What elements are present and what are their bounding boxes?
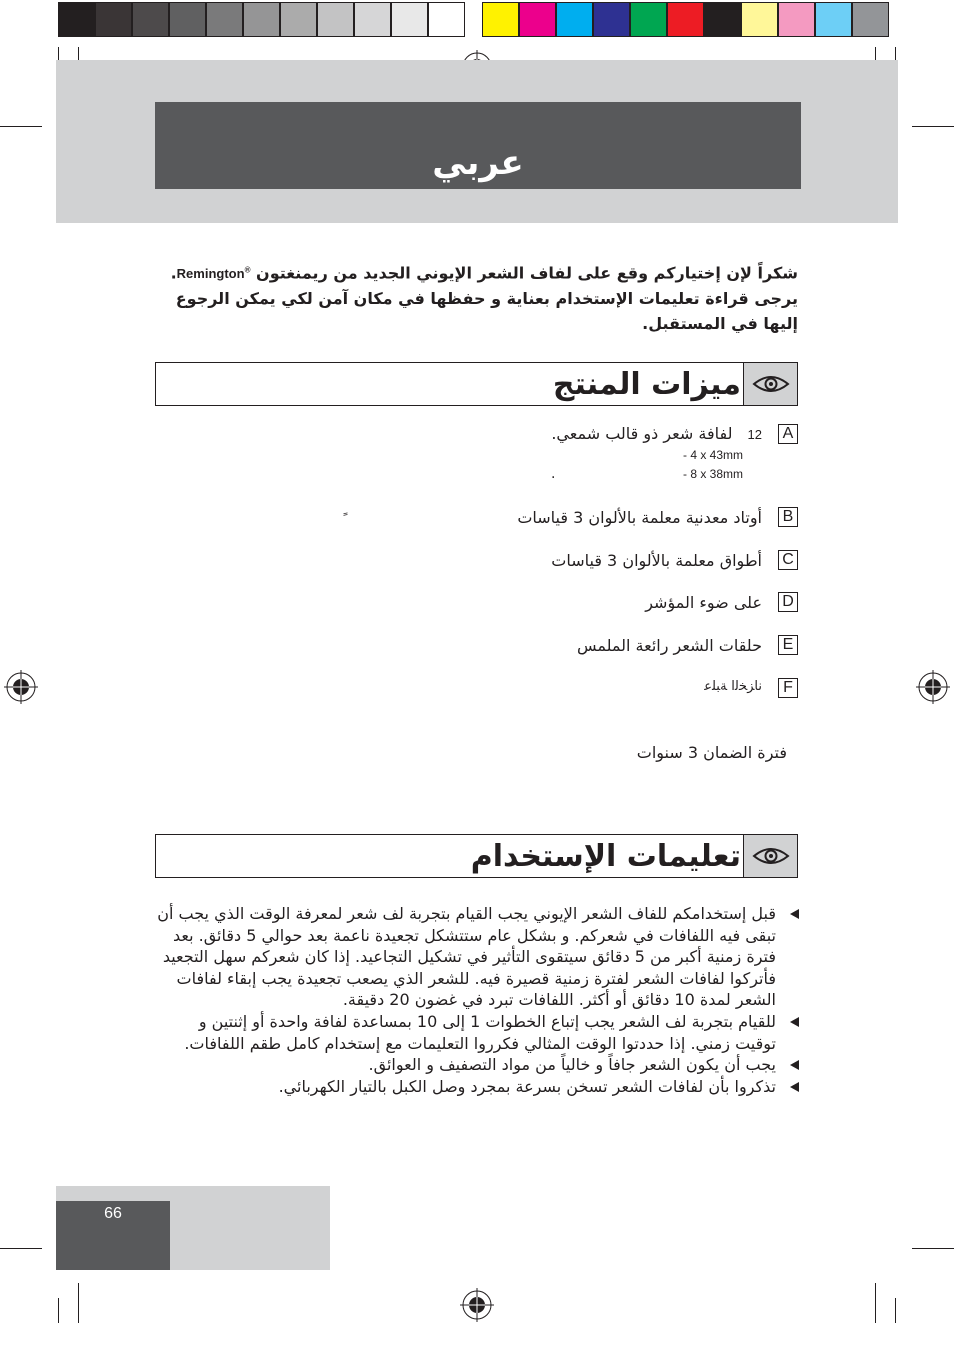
feature-letter: B: [778, 507, 798, 527]
section-title: ميزات المنتج: [552, 366, 741, 402]
calibration-swatch: [280, 2, 317, 37]
eye-icon: [752, 845, 790, 867]
feature-item: أوتاد معدنية معلمة بالألوان 3 قياسات: [517, 508, 762, 527]
registration-mark-icon: [460, 1288, 494, 1322]
stray-dot: .: [551, 466, 556, 482]
registration-mark-icon: [916, 670, 950, 704]
list-item: تذكروا بأن لفافات الشعر تسخن بسرعة بمجرد وصل الكبل بالتيار الكهربائي.: [156, 1076, 776, 1098]
intro-paragraph: شكراً لإن إختياركم وقع على لفاف الشعر الإيوني الجديد من ريمنغتون Remington®. يرجى قراءة تعليمات الإستخدام بعناية و حفظها في مكان آمن لكي يمكن الرجوع إليها في المستقبل.: [170, 263, 798, 334]
feature-letter: D: [778, 592, 798, 612]
calibration-swatch: [391, 2, 428, 37]
intro-line: شكراً لإن إختياركم وقع على لفاف الشعر الإيوني الجديد من ريمنغتون: [256, 263, 798, 283]
features-heading: [155, 362, 798, 406]
calibration-swatch: [704, 2, 741, 37]
calibration-swatch: [778, 2, 815, 37]
list-item: يجب أن يكون الشعر جافاً و خالياً من مواد التصفيف و العوائق.: [156, 1054, 776, 1076]
calibration-swatch: [428, 2, 465, 37]
calibration-swatch: [741, 2, 778, 37]
warranty-text: فترة الضمان 3 سنوات: [636, 743, 787, 762]
crop-mark: [912, 126, 954, 127]
crop-mark: [875, 1283, 876, 1323]
instructions-list: [156, 903, 776, 1097]
feature-letter: F: [778, 678, 798, 698]
crop-mark: [912, 1248, 954, 1249]
instructions-heading: [155, 834, 798, 878]
calibration-swatch: [317, 2, 354, 37]
intro-rest: يرجى قراءة تعليمات الإستخدام بعناية و حفظها في مكان آمن لكي يمكن الرجوع إليها في المستقبل.: [175, 289, 798, 334]
calibration-swatch: [852, 2, 889, 37]
feature-letter: A: [778, 424, 798, 444]
calibration-swatch: [815, 2, 852, 37]
crop-mark: [0, 1248, 42, 1249]
section-title: تعليمات الإستخدام: [470, 838, 741, 874]
calibration-swatch: [206, 2, 243, 37]
list-item: قبل إستخدامكم للفاف الشعر الإيوني يجب القيام بتجربة لف شعر لمعرفة الوقت الذي يجب أن تبقى فيه اللفافات في شعركم. و بشكل عام ستتشكل تجعيدة ناعمة بعد حوالي 5 دقائق. بعد فترة زمنية أكبر من 5 دقائق سيتقوى التأثير في تشكيل التجاعيد. إذا كان شعركم سهل التجعيد فأتركوا لفافات الشعر لفترة زمنية قصيرة فيه. للشعر الذي يصعب تجعيدة يجب إبقاء لفافات الشعر لمدة 10 دقائق أو أكثر. اللفافات تبرد في غضون 20 دقيقة.: [156, 903, 776, 1011]
crop-mark: [895, 1298, 896, 1323]
page-title: عربي: [432, 143, 524, 183]
crop-mark: [0, 126, 42, 127]
calibration-swatch: [243, 2, 280, 37]
calibration-swatch: [482, 2, 519, 37]
size-item: - 4 x 43mm: [683, 448, 744, 462]
size-item: - 8 x 38mm: [683, 467, 744, 481]
feature-item: على ضوء المؤشر: [645, 593, 762, 612]
calibration-swatch: [593, 2, 630, 37]
page-number: 66: [104, 1205, 122, 1222]
eye-icon: [752, 373, 790, 395]
brand-name: Remington®: [176, 266, 251, 282]
calibration-swatch: [95, 2, 132, 37]
crop-mark: [78, 1283, 79, 1323]
calibration-swatch: [556, 2, 593, 37]
feature-letter: C: [778, 550, 798, 570]
bullet-arrow-icon: [790, 1060, 799, 1070]
feature-item: حلقات الشعر رائعة الملمس: [576, 636, 762, 655]
calibration-swatch: [630, 2, 667, 37]
calibration-swatch: [354, 2, 391, 37]
registration-mark-icon: [4, 670, 38, 704]
eye-icon: [743, 363, 797, 405]
calibration-swatch: [169, 2, 206, 37]
feature-item: ناﺰﺨﻟا ﺔﺒﻠﻋ: [704, 679, 762, 694]
calibration-swatch: [132, 2, 169, 37]
calibration-swatch: [58, 2, 95, 37]
list-item: للقيام بتجربة لف الشعر يجب إتباع الخطوات 1 إلى 10 بمساعدة لفافة واحدة أو إثنتين و توقيت زمني. إذا حددتوا الوقت المثالي فكرروا التعليمات مع إستخدام كامل طقم اللفافات.: [156, 1011, 776, 1054]
calibration-swatch: [519, 2, 556, 37]
calibration-swatch: [667, 2, 704, 37]
crop-mark: [58, 1298, 59, 1323]
bullet-arrow-icon: [790, 1082, 799, 1092]
feature-letter: E: [778, 635, 798, 655]
eye-icon: [743, 835, 797, 877]
bullet-arrow-icon: [790, 909, 799, 919]
bullet-arrow-icon: [790, 1017, 799, 1027]
feature-item: أطواق معلمة بالألوان 3 قياسات: [551, 551, 762, 570]
feature-item: 12 لفافة شعر ذو قالب شمعي.: [551, 424, 762, 443]
